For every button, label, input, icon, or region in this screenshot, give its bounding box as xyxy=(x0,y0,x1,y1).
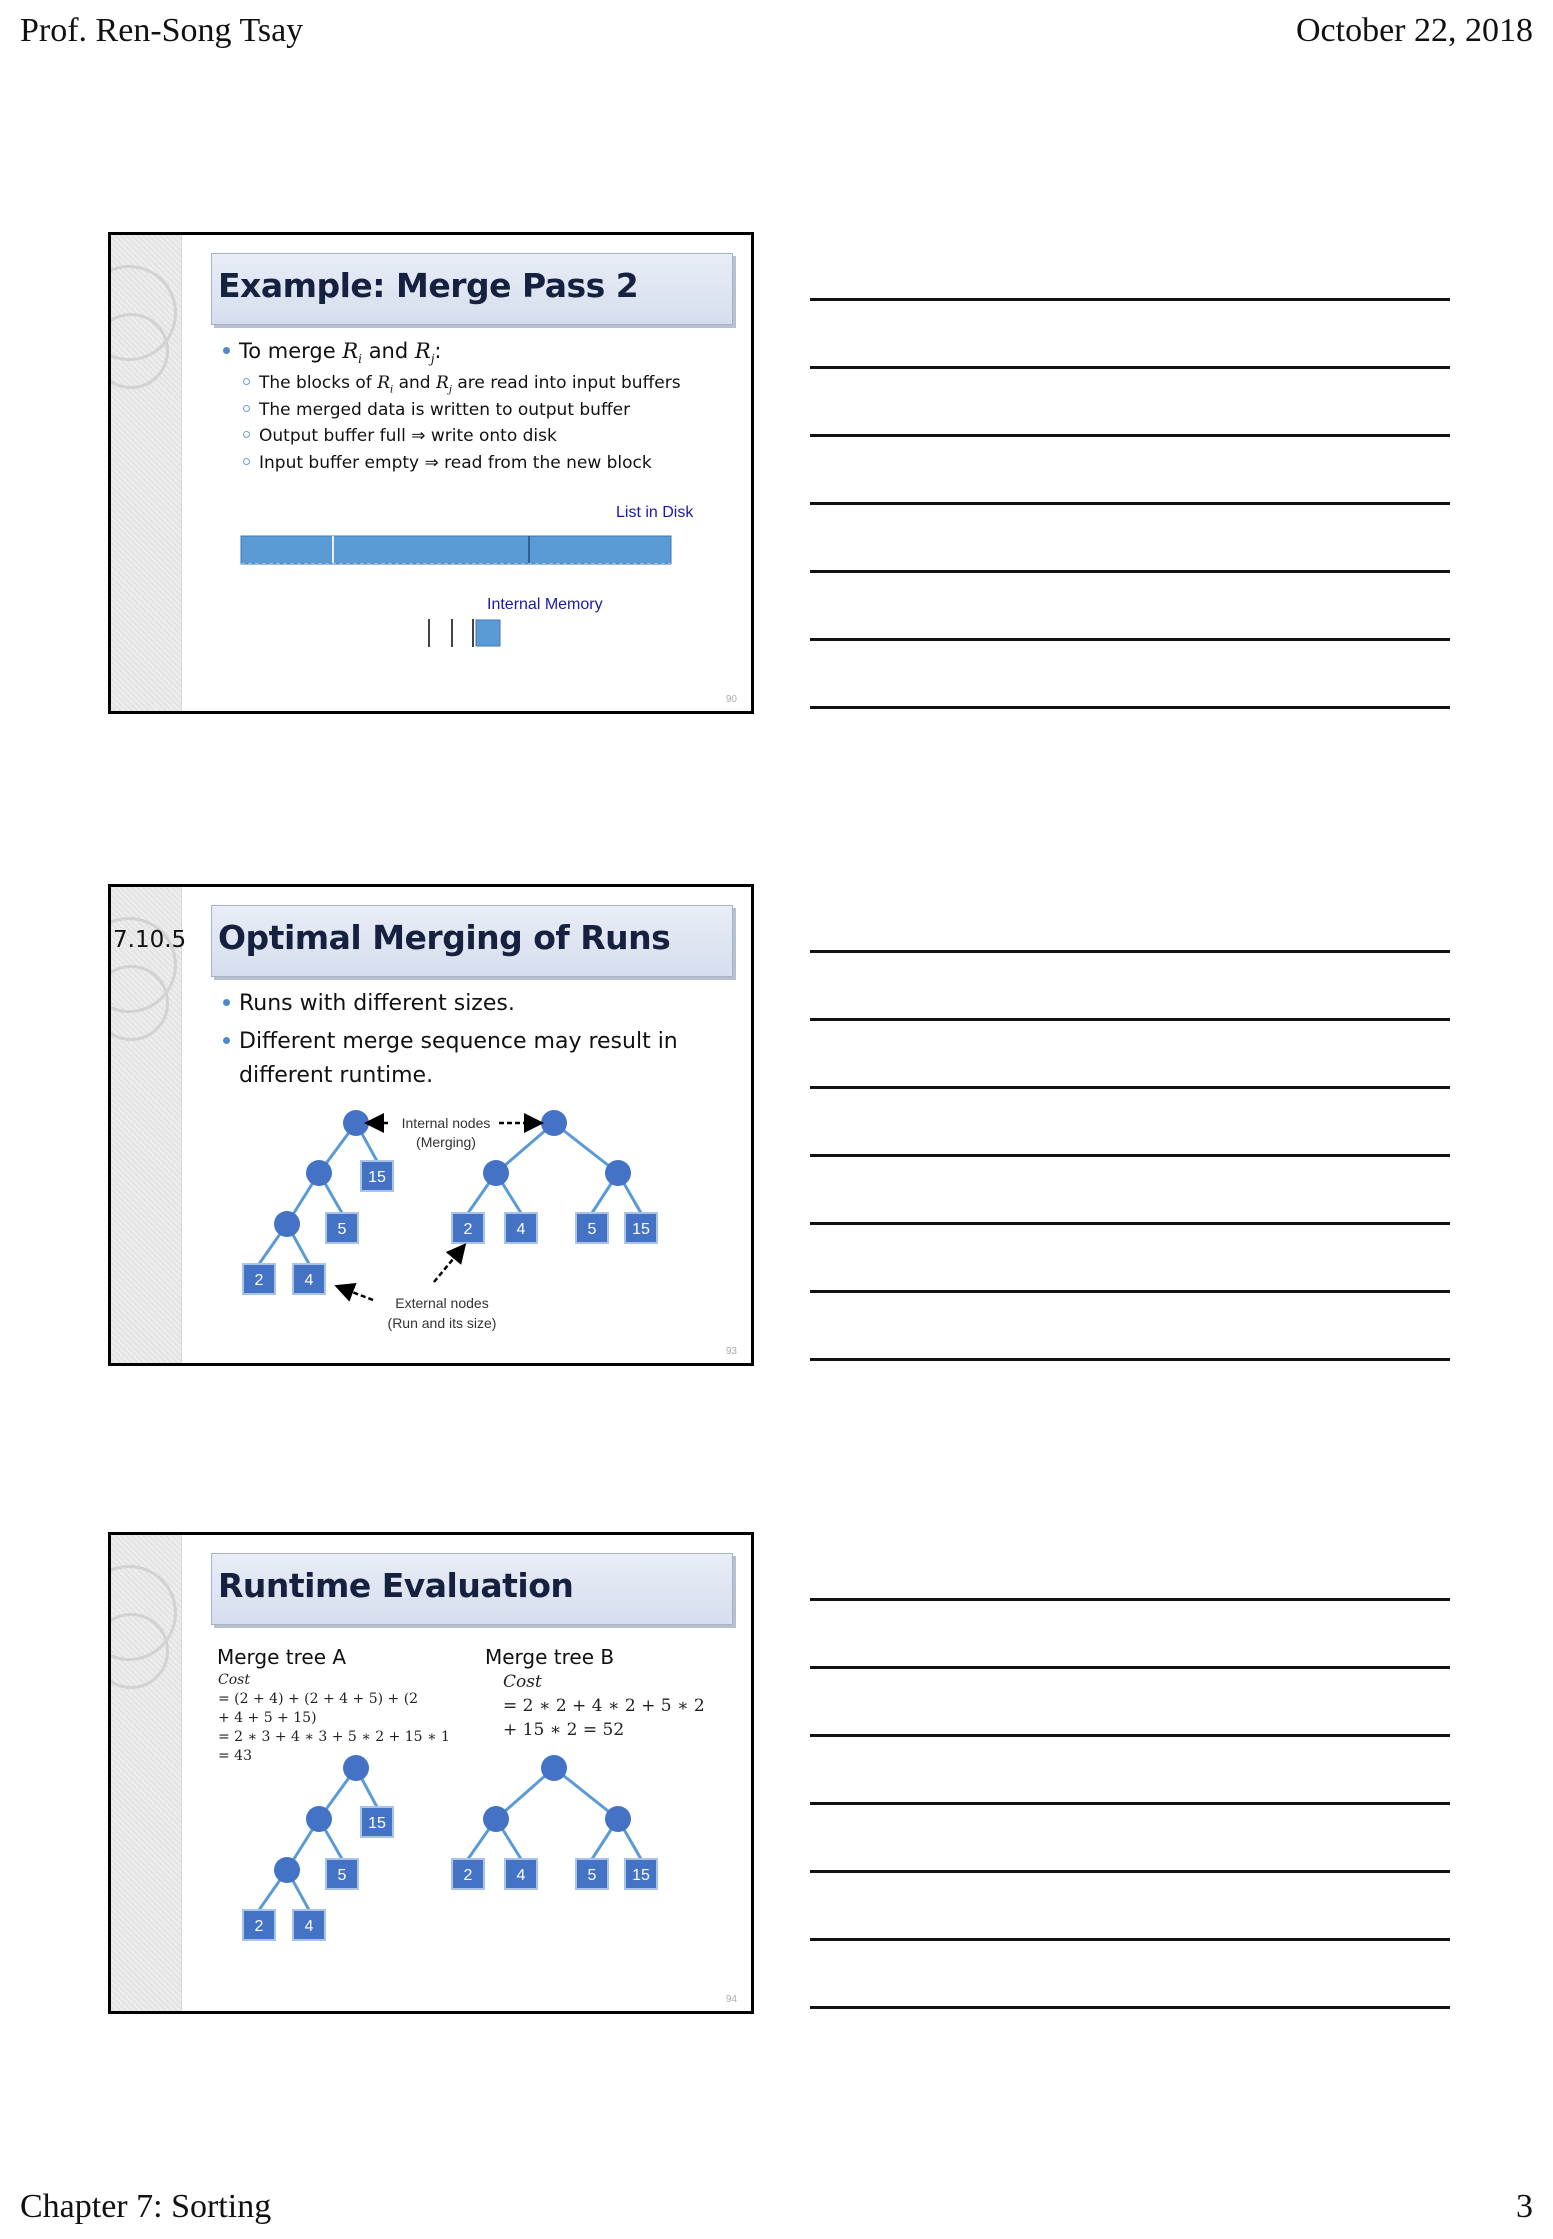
slide-title: Optimal Merging of Runs xyxy=(218,918,671,957)
tree-b-leaves xyxy=(452,1859,657,1889)
tree-b-internal-node xyxy=(605,1806,631,1832)
cost-a-line: = 43 xyxy=(218,1748,252,1764)
tree-b-leaves xyxy=(452,1213,657,1243)
tree-a-internal-node xyxy=(306,1806,332,1832)
leaf-label: 5 xyxy=(337,1867,347,1884)
leaf-label: 2 xyxy=(463,1867,473,1884)
leaf-label: 2 xyxy=(463,1221,473,1238)
external-nodes-sublabel: (Run and its size) xyxy=(387,1315,497,1331)
leaf-label: 4 xyxy=(516,1221,526,1238)
leaf-label: 15 xyxy=(368,1169,386,1186)
bullet-merge-sequence-cont: different runtime. xyxy=(239,1063,434,1088)
slide-number: 93 xyxy=(725,1346,737,1357)
external-nodes-label: External nodes xyxy=(395,1295,489,1311)
leaf-label: 4 xyxy=(304,1918,314,1935)
chapter-footer: Chapter 7: Sorting xyxy=(20,2188,272,2225)
leaf-label: 5 xyxy=(587,1221,597,1238)
internal-memory-label: Internal Memory xyxy=(487,596,603,613)
leaf-label: 2 xyxy=(254,1272,264,1289)
tree-a-internal-node xyxy=(274,1211,300,1237)
tree-a-internal-node xyxy=(274,1857,300,1883)
cost-a-line: = 2 ∗ 3 + 4 ∗ 3 + 5 ∗ 2 + 15 ∗ 1 xyxy=(218,1729,450,1745)
bullet-merge-sequence: Different merge sequence may result in xyxy=(223,1029,678,1054)
slide-number: 94 xyxy=(725,1994,737,2005)
leaf-label: 5 xyxy=(337,1221,347,1238)
leaf-label: 5 xyxy=(587,1867,597,1884)
sub-bullet-merged: The merged data is written to output buffer xyxy=(243,400,630,420)
cost-a-label: Cost xyxy=(218,1672,250,1688)
section-number: 7.10.5 xyxy=(113,927,187,953)
runtime-trees-diagram xyxy=(111,1535,751,2011)
tree-a-internal-node xyxy=(306,1160,332,1186)
bullet-to-merge: To merge $R_i$ and $R_j$: xyxy=(223,339,442,366)
leaf-label: 2 xyxy=(254,1918,264,1935)
merge-tree-a-label: Merge tree A xyxy=(217,1645,347,1669)
sub-bullet-output-full: Output buffer full ⇒ write onto disk xyxy=(243,426,557,446)
internal-nodes-sublabel: (Merging) xyxy=(416,1134,476,1150)
slide-runtime-evaluation xyxy=(108,1532,754,2014)
leaf-label: 15 xyxy=(632,1221,650,1238)
slide-merge-pass-2 xyxy=(108,232,754,714)
bullet-runs-sizes: Runs with different sizes. xyxy=(223,991,515,1016)
slide-title: Example: Merge Pass 2 xyxy=(218,266,639,305)
disk-list-bar xyxy=(241,536,671,564)
slide-title: Runtime Evaluation xyxy=(218,1566,574,1605)
leaf-label: 4 xyxy=(304,1272,314,1289)
cost-a-line: = (2 + 4) + (2 + 4 + 5) + (2 xyxy=(218,1691,419,1707)
tree-b-root-node xyxy=(541,1110,567,1136)
tree-a-root-node xyxy=(343,1755,369,1781)
date-header: October 22, 2018 xyxy=(1295,12,1533,49)
merge-tree-b-label: Merge tree B xyxy=(485,1645,615,1669)
sub-bullet-input-empty: Input buffer empty ⇒ read from the new block xyxy=(243,453,652,473)
tree-b-internal-node xyxy=(605,1160,631,1186)
tree-b-internal-node xyxy=(483,1806,509,1832)
slide-number: 90 xyxy=(725,694,737,705)
author-header: Prof. Ren-Song Tsay xyxy=(20,12,304,49)
disk-memory-diagram xyxy=(111,235,751,711)
arrow-icon xyxy=(434,1247,463,1282)
cost-a-line: + 4 + 5 + 15) xyxy=(218,1710,317,1726)
output-buffer xyxy=(476,620,500,646)
cost-b-label: Cost xyxy=(503,1672,542,1692)
cost-b-line: + 15 ∗ 2 = 52 xyxy=(503,1720,625,1740)
tree-a-root-node xyxy=(343,1110,369,1136)
internal-nodes-label: Internal nodes xyxy=(401,1115,491,1131)
arrow-icon xyxy=(339,1287,373,1300)
page-number: 3 xyxy=(1516,2188,1533,2225)
tree-b-root-node xyxy=(541,1755,567,1781)
slide-optimal-merging xyxy=(108,884,754,1366)
cost-b-line: = 2 ∗ 2 + 4 ∗ 2 + 5 ∗ 2 xyxy=(503,1696,705,1716)
list-in-disk-label: List in Disk xyxy=(616,504,694,521)
leaf-label: 4 xyxy=(516,1867,526,1884)
sub-bullet-blocks: The blocks of $R_i$ and $R_j$ are read into input buffers xyxy=(243,373,681,395)
tree-b-internal-node xyxy=(483,1160,509,1186)
leaf-label: 15 xyxy=(632,1867,650,1884)
leaf-label: 15 xyxy=(368,1815,386,1832)
